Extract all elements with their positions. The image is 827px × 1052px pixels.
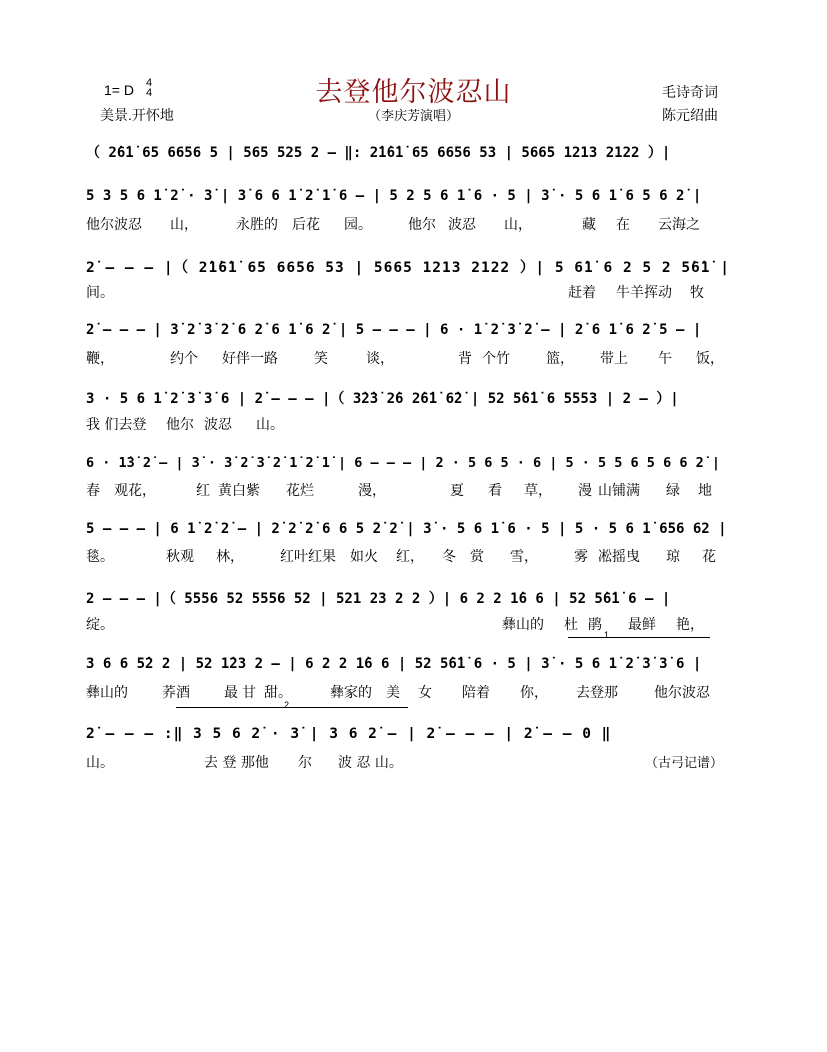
lyric: 他尔波忍 <box>654 685 710 701</box>
lyric: 间。 <box>86 285 114 301</box>
lyric: 饭， <box>696 351 724 367</box>
volta-number: 2 <box>284 700 290 710</box>
lyric: 他尔波忍 <box>86 217 142 233</box>
lyric: 他尔 <box>408 217 436 233</box>
notation-line-3: 2̇ – – – |（ 2̇1̇6̇1̇ 65 6656 53 | 5665 1213 2122 ）| 5 6̇1̇ 6 2 5 2 5̇6̇1̇ | <box>86 260 730 276</box>
lyric: 藏 <box>582 217 596 233</box>
lyric: 红， <box>396 549 424 565</box>
lyric: 波 忍 山。 <box>338 755 403 771</box>
lyric: 波忍 <box>448 217 476 233</box>
lyric: 鞭， <box>86 351 114 367</box>
lyric: 甜。 <box>264 685 292 701</box>
notation-line-6: 6 · 1̇3̇ 2̇ – | 3̇ · 3̇ 2̇ 3̇ 2̇ 1̇ 2̇ 1̇ | 6 – – – | 2 · 5 6 5 · 6 | 5 · 5 5 6 5 6 6 2̇ | <box>86 455 720 471</box>
lyric: 山。 <box>256 417 284 433</box>
lyric: 女 <box>418 685 432 701</box>
lyric: 永胜的 <box>236 217 278 233</box>
song-title: 去登他尔波忍山 <box>315 77 512 108</box>
lyric: 彝山的 <box>502 617 544 633</box>
lyric: 漫 <box>578 483 592 499</box>
lyric: 去登那 <box>576 685 618 701</box>
lyric: 赶着 <box>568 285 596 301</box>
lyric: 尔 <box>298 755 312 771</box>
lyric: 他尔 <box>166 417 194 433</box>
lyric: 夏 <box>450 483 464 499</box>
lyric: 花 <box>702 549 716 565</box>
lyric: 看 <box>488 483 502 499</box>
lyric: 约个 <box>170 351 198 367</box>
time-signature <box>146 78 152 98</box>
lyric: 雾 <box>574 549 588 565</box>
lyric: 在 <box>616 217 630 233</box>
lyric: 带上 <box>600 351 628 367</box>
lyric: 美 <box>386 685 400 701</box>
lyric: 笑 <box>314 351 328 367</box>
expression-mark: 美景.开怀地 <box>100 107 174 123</box>
lyric: 牛羊挥动 <box>616 285 672 301</box>
lyricist-credit: 毛诗奇词 <box>662 84 718 100</box>
notation-line-9: 3 6 6 5̇2 2 | 52 1̇23 2 – | 6 2 2 1̇6 6 | 52 5̇6̇1̇ 6 · 5 | 3̇ · 5 6 1̇ 2̇ 3̇ 3̇ 6 | <box>86 656 702 672</box>
lyric: 赏 <box>470 549 484 565</box>
lyric: 草， <box>524 483 552 499</box>
volta-number: 1 <box>604 630 610 640</box>
notation-line-2: 5 3 5 6 1̇ 2̇ · 3̇ | 3̇ 6 6 1̇ 2̇ 1̇ 6 – | 5 2 5 6 1̇ 6 · 5 | 3̇ · 5 6 1̇ 6 5 6 2̇ | <box>86 188 702 204</box>
lyric: 甘 <box>242 685 256 701</box>
lyric: 我 们去登 <box>86 417 147 433</box>
notation-line-10: 2̇ – – – :‖ 3 5 6 2̇ · 3̇ | 3 6 2̇ – | 2̇ – – – | 2̇ – – 0 ‖ <box>86 726 612 742</box>
lyric: 黄白紫 <box>218 483 260 499</box>
lyric: 最鲜 <box>628 617 656 633</box>
lyric: 红叶红果 <box>280 549 336 565</box>
lyric: 春 <box>86 483 100 499</box>
lyric: 艳， <box>676 617 704 633</box>
lyric: 波忍 <box>204 417 232 433</box>
lyric: 去 登 那他 <box>204 755 269 771</box>
lyric: 园。 <box>344 217 372 233</box>
lyric: 荞酒 <box>162 685 190 701</box>
lyric: 冬 <box>442 549 456 565</box>
lyric: 地 <box>698 483 712 499</box>
meter-bottom: 4 <box>146 87 153 99</box>
lyric: 陪着 <box>462 685 490 701</box>
lyric: 雪， <box>510 549 538 565</box>
lyric: 篮， <box>546 351 574 367</box>
lyric: 如火 <box>350 549 378 565</box>
lyric: 彝山的 <box>86 685 128 701</box>
notation-line-4: 2̇ – – – | 3̇ 2̇ 3̇ 2̇ 6 2̇ 6 1̇ 6 2̇ | 5 – – – | 6 · 1̇ 2̇ 3̇ 2̇ – | 2̇ 6 1̇ 6 2̇ 5 – | <box>86 322 702 338</box>
lyric: 琼 <box>666 549 680 565</box>
notation-line-1: （ 2̇6̇1̇ 65 6656 5 | 565 525 2 – ‖: 2̇1̇6̇1̇ 65 6656 53 | 5665 1213 2122 ）| <box>86 145 671 161</box>
transcriber-note: （古弓记谱） <box>645 756 724 771</box>
lyric: 山。 <box>86 755 114 771</box>
key-signature: 1= D <box>104 82 134 98</box>
lyric: 山， <box>504 217 532 233</box>
lyric: 好伴一路 <box>222 351 278 367</box>
lyric: 观花， <box>114 483 156 499</box>
lyric: 花烂 <box>286 483 314 499</box>
lyric: 午 <box>658 351 672 367</box>
lyric: 山铺满 <box>598 483 640 499</box>
volta-second-ending <box>176 700 408 710</box>
lyric: 背 <box>458 351 472 367</box>
notation-line-5: 3 · 5 6 1̇ 2̇ 3̇ 3̇ 6 | 2̇ – – – |（ 3̇2̇3̇ 2̇6 2̇6̇1̇ 6̇2̇ | 52 5̇6̇1̇ 6 5553 | 2 – ）| <box>86 391 679 407</box>
lyric: 彝家的 <box>330 685 372 701</box>
lyric: 漫， <box>358 483 386 499</box>
lyric: 山， <box>170 217 198 233</box>
lyric: 凇摇曳 <box>598 549 640 565</box>
lyric: 秋观 <box>166 549 194 565</box>
meter-top: 4 <box>146 77 153 89</box>
lyric: 云海之 <box>658 217 700 233</box>
lyric: 后花 <box>292 217 320 233</box>
lyric: 红 <box>196 483 210 499</box>
lyric: 绽。 <box>86 617 114 633</box>
lyric: 个竹 <box>482 351 510 367</box>
lyric: 牧 <box>690 285 704 301</box>
performer-credit: （李庆芳演唱） <box>367 108 459 123</box>
lyric: 谈， <box>366 351 394 367</box>
lyric: 鹃 <box>588 617 602 633</box>
lyric: 最 <box>224 685 238 701</box>
lyric: 绿 <box>666 483 680 499</box>
lyric: 你， <box>520 685 548 701</box>
composer-credit: 陈元绍曲 <box>662 107 718 123</box>
lyric: 林， <box>216 549 244 565</box>
lyric: 毯。 <box>86 549 114 565</box>
notation-line-7: 5 – – – | 6 1̇ 2̇ 2̇ – | 2̇ 2̇ 2̇ 6 6 5 2̇ 2̇ | 3̇ · 5 6 1̇ 6 · 5 | 5 · 5 6 1̇ 656 62 | <box>86 521 727 537</box>
notation-line-8: 2 – – – |（ 5556 52 5556 52 | 521 23 2 2 ）| 6 2 2 1̇6 6 | 52 5̇6̇1̇ 6 – | <box>86 591 671 607</box>
volta-first-ending <box>568 630 710 640</box>
lyric: 杜 <box>564 617 578 633</box>
